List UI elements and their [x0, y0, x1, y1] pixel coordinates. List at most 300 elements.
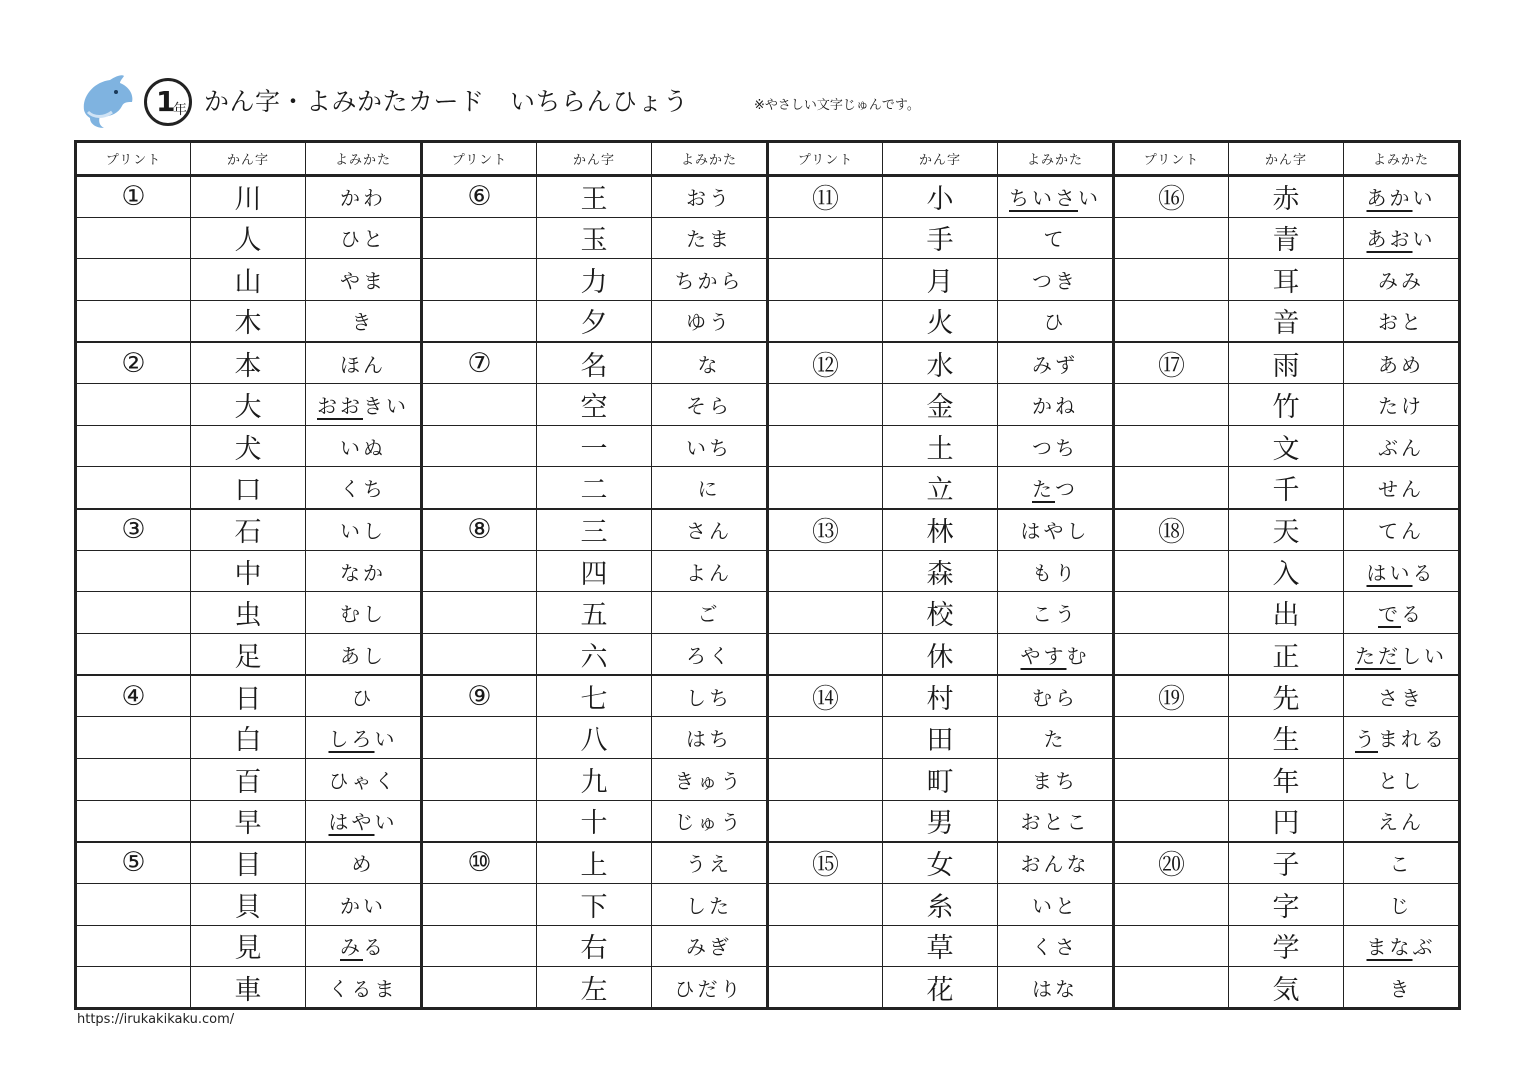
kanji-cell: 雨: [1229, 342, 1344, 384]
reading-cell: かい: [306, 883, 422, 925]
reading-cell: むら: [998, 675, 1114, 717]
kanji-cell: 竹: [1229, 384, 1344, 426]
table-row: [76, 467, 1460, 509]
reading-cell: [998, 467, 1114, 509]
kanji-cell: 四: [537, 550, 652, 592]
reading-cell: じゅう: [652, 800, 768, 842]
reading-cell: き: [1344, 967, 1460, 1009]
print-number: [768, 800, 883, 842]
kanji-cell: 土: [883, 425, 998, 467]
reading-cell: なか: [306, 550, 422, 592]
reading-cell: さん: [652, 509, 768, 551]
kanji-cell: 手: [883, 217, 998, 259]
reading-okurigana: い: [1412, 186, 1436, 211]
reading-cell: こ: [1344, 842, 1460, 884]
print-number: ⑰: [1114, 342, 1229, 384]
kanji-cell: 林: [883, 509, 998, 551]
print-number: [76, 883, 191, 925]
kanji-cell: 入: [1229, 550, 1344, 592]
print-number: [1114, 467, 1229, 509]
table-row: [76, 217, 1460, 259]
reading-cell: ほん: [306, 342, 422, 384]
kanji-cell: 王: [537, 176, 652, 218]
kanji-cell: 三: [537, 509, 652, 551]
table-row: [76, 800, 1460, 842]
print-number: [768, 967, 883, 1009]
print-number: ⑮: [768, 842, 883, 884]
reading-okurigana: る: [363, 935, 386, 960]
kanji-cell: 天: [1229, 509, 1344, 551]
table-row: [76, 842, 1460, 884]
reading-cell: [1344, 176, 1460, 218]
print-number: [768, 217, 883, 259]
print-number: [1114, 592, 1229, 634]
print-number: [422, 259, 537, 301]
reading-okurigana: い: [374, 810, 398, 835]
kanji-cell: 小: [883, 176, 998, 218]
print-number: [76, 758, 191, 800]
kanji-cell: 月: [883, 259, 998, 301]
reading-cell: な: [652, 342, 768, 384]
kanji-cell: 車: [191, 967, 306, 1009]
reading-stem: はい: [1366, 560, 1413, 585]
kanji-reading-table: [74, 140, 1461, 1010]
print-number: [1114, 634, 1229, 676]
kanji-cell: 左: [537, 967, 652, 1009]
table-row: [76, 925, 1460, 967]
header-kanji: かん字: [883, 142, 998, 176]
reading-cell: [306, 384, 422, 426]
reading-cell: [306, 925, 422, 967]
kanji-cell: 玉: [537, 217, 652, 259]
kanji-cell: 糸: [883, 883, 998, 925]
print-number: [422, 634, 537, 676]
kanji-cell: 本: [191, 342, 306, 384]
kanji-cell: 白: [191, 717, 306, 759]
reading-stem: た: [1032, 477, 1055, 502]
reading-cell: [998, 634, 1114, 676]
header-kanji: かん字: [1229, 142, 1344, 176]
reading-cell: おと: [1344, 300, 1460, 342]
kanji-cell: 早: [191, 800, 306, 842]
print-number: ①: [76, 176, 191, 218]
reading-cell: した: [652, 883, 768, 925]
reading-stem: あか: [1366, 186, 1413, 211]
kanji-cell: 花: [883, 967, 998, 1009]
header-reading: よみかた: [998, 142, 1114, 176]
kanji-cell: 空: [537, 384, 652, 426]
reading-stem: まな: [1366, 935, 1413, 960]
kanji-cell: 千: [1229, 467, 1344, 509]
reading-cell: みぎ: [652, 925, 768, 967]
header-reading: よみかた: [306, 142, 422, 176]
print-number: [76, 925, 191, 967]
print-number: ⑥: [422, 176, 537, 218]
reading-cell: とし: [1344, 758, 1460, 800]
table-row: [76, 425, 1460, 467]
print-number: [76, 467, 191, 509]
kanji-cell: 草: [883, 925, 998, 967]
kanji-cell: 水: [883, 342, 998, 384]
reading-cell: ひゃく: [306, 758, 422, 800]
reading-cell: [1344, 592, 1460, 634]
print-number: [76, 550, 191, 592]
kanji-cell: 町: [883, 758, 998, 800]
kanji-cell: 目: [191, 842, 306, 884]
reading-cell: に: [652, 467, 768, 509]
print-number: ⑱: [1114, 509, 1229, 551]
reading-cell: まち: [998, 758, 1114, 800]
reading-cell: きゅう: [652, 758, 768, 800]
print-number: [76, 592, 191, 634]
reading-cell: てん: [1344, 509, 1460, 551]
reading-cell: さき: [1344, 675, 1460, 717]
reading-cell: [1344, 717, 1460, 759]
reading-cell: いち: [652, 425, 768, 467]
reading-okurigana: る: [1412, 560, 1436, 585]
table-row: [76, 592, 1460, 634]
print-number: ⑳: [1114, 842, 1229, 884]
print-number: [76, 717, 191, 759]
print-number: [1114, 925, 1229, 967]
print-number: [768, 925, 883, 967]
print-number: [422, 384, 537, 426]
print-number: [768, 259, 883, 301]
reading-cell: はな: [998, 967, 1114, 1009]
reading-cell: くさ: [998, 925, 1114, 967]
reading-cell: [306, 717, 422, 759]
reading-okurigana: しい: [1401, 643, 1447, 668]
page-note: ※やさしい文字じゅんです。: [754, 98, 920, 113]
kanji-cell: 木: [191, 300, 306, 342]
reading-stem: やす: [1020, 643, 1067, 668]
kanji-cell: 貝: [191, 883, 306, 925]
print-number: ③: [76, 509, 191, 551]
table-row: [76, 758, 1460, 800]
reading-cell: おとこ: [998, 800, 1114, 842]
reading-cell: た: [998, 717, 1114, 759]
header-print: プリント: [1114, 142, 1229, 176]
reading-cell: て: [998, 217, 1114, 259]
print-number: [1114, 259, 1229, 301]
kanji-cell: 金: [883, 384, 998, 426]
reading-cell: ひ: [998, 300, 1114, 342]
reading-cell: よん: [652, 550, 768, 592]
reading-cell: うえ: [652, 842, 768, 884]
reading-okurigana: まれる: [1378, 727, 1447, 752]
kanji-cell: 足: [191, 634, 306, 676]
reading-cell: ゆう: [652, 300, 768, 342]
kanji-cell: 火: [883, 300, 998, 342]
print-number: [76, 634, 191, 676]
print-number: ②: [76, 342, 191, 384]
kanji-cell: 犬: [191, 425, 306, 467]
header-print: プリント: [422, 142, 537, 176]
reading-cell: はやし: [998, 509, 1114, 551]
kanji-cell: 下: [537, 883, 652, 925]
kanji-cell: 中: [191, 550, 306, 592]
reading-cell: つき: [998, 259, 1114, 301]
print-number: ⑧: [422, 509, 537, 551]
print-number: [1114, 967, 1229, 1009]
kanji-cell: 女: [883, 842, 998, 884]
kanji-cell: 虫: [191, 592, 306, 634]
kanji-cell: 石: [191, 509, 306, 551]
grade-number: 1: [156, 85, 176, 118]
kanji-cell: 日: [191, 675, 306, 717]
kanji-cell: 正: [1229, 634, 1344, 676]
kanji-cell: 名: [537, 342, 652, 384]
kanji-cell: 十: [537, 800, 652, 842]
page-title: かん字・よみかたカード いちらんひょう: [204, 87, 689, 116]
kanji-cell: 赤: [1229, 176, 1344, 218]
kanji-cell: 年: [1229, 758, 1344, 800]
reading-cell: くるま: [306, 967, 422, 1009]
kanji-cell: 力: [537, 259, 652, 301]
kanji-cell: 七: [537, 675, 652, 717]
kanji-cell: 夕: [537, 300, 652, 342]
reading-cell: [1344, 217, 1460, 259]
reading-okurigana: い: [1078, 186, 1101, 211]
reading-cell: かわ: [306, 176, 422, 218]
reading-okurigana: る: [1401, 602, 1424, 627]
header-print: プリント: [768, 142, 883, 176]
reading-cell: き: [306, 300, 422, 342]
print-number: [422, 758, 537, 800]
reading-cell: め: [306, 842, 422, 884]
reading-cell: ひだり: [652, 967, 768, 1009]
print-number: [422, 967, 537, 1009]
print-number: [422, 300, 537, 342]
print-number: ⑯: [1114, 176, 1229, 218]
kanji-cell: 先: [1229, 675, 1344, 717]
print-number: [768, 883, 883, 925]
reading-cell: たけ: [1344, 384, 1460, 426]
reading-stem: あお: [1366, 227, 1413, 252]
kanji-cell: 六: [537, 634, 652, 676]
grade-suffix: 年: [173, 102, 187, 118]
table-row: [76, 967, 1460, 1009]
reading-cell: えん: [1344, 800, 1460, 842]
print-number: [76, 967, 191, 1009]
reading-cell: いと: [998, 883, 1114, 925]
kanji-cell: 百: [191, 758, 306, 800]
header-kanji: かん字: [191, 142, 306, 176]
kanji-cell: 川: [191, 176, 306, 218]
table-row: [76, 675, 1460, 717]
reading-cell: そら: [652, 384, 768, 426]
kanji-cell: 校: [883, 592, 998, 634]
print-number: [422, 467, 537, 509]
reading-cell: ひ: [306, 675, 422, 717]
print-number: [76, 300, 191, 342]
reading-cell: じ: [1344, 883, 1460, 925]
print-number: [76, 800, 191, 842]
print-number: [1114, 550, 1229, 592]
print-number: [1114, 217, 1229, 259]
reading-stem: み: [340, 935, 363, 960]
print-number: [422, 800, 537, 842]
kanji-cell: 学: [1229, 925, 1344, 967]
kanji-cell: 青: [1229, 217, 1344, 259]
print-number: ⑨: [422, 675, 537, 717]
table-body: [76, 176, 1460, 1009]
reading-cell: あめ: [1344, 342, 1460, 384]
print-number: [768, 717, 883, 759]
reading-cell: やま: [306, 259, 422, 301]
print-number: [422, 717, 537, 759]
kanji-cell: 一: [537, 425, 652, 467]
table-row: [76, 883, 1460, 925]
table-row: [76, 634, 1460, 676]
kanji-cell: 村: [883, 675, 998, 717]
print-number: [768, 425, 883, 467]
print-number: [768, 467, 883, 509]
kanji-cell: 田: [883, 717, 998, 759]
reading-cell: むし: [306, 592, 422, 634]
kanji-cell: 右: [537, 925, 652, 967]
table-row: [76, 342, 1460, 384]
print-number: [1114, 717, 1229, 759]
kanji-cell: 気: [1229, 967, 1344, 1009]
print-number: [1114, 384, 1229, 426]
reading-cell: ご: [652, 592, 768, 634]
reading-stem: ただ: [1355, 643, 1401, 668]
reading-stem: ちいさ: [1009, 186, 1078, 211]
reading-cell: [1344, 634, 1460, 676]
table-header-row: [76, 142, 1460, 176]
table-row: [76, 550, 1460, 592]
print-number: [422, 592, 537, 634]
reading-cell: たま: [652, 217, 768, 259]
print-number: [76, 384, 191, 426]
print-number: [768, 550, 883, 592]
kanji-cell: 男: [883, 800, 998, 842]
print-number: ④: [76, 675, 191, 717]
reading-cell: せん: [1344, 467, 1460, 509]
reading-cell: ちから: [652, 259, 768, 301]
page-header: [78, 70, 1458, 134]
kanji-cell: 耳: [1229, 259, 1344, 301]
print-number: [76, 217, 191, 259]
reading-cell: おう: [652, 176, 768, 218]
header-reading: よみかた: [1344, 142, 1460, 176]
print-number: ⑲: [1114, 675, 1229, 717]
reading-cell: ろく: [652, 634, 768, 676]
reading-stem: しろ: [328, 727, 375, 752]
print-number: [1114, 425, 1229, 467]
print-number: ⑦: [422, 342, 537, 384]
table-row: [76, 176, 1460, 218]
reading-okurigana: い: [374, 727, 398, 752]
print-number: ⑭: [768, 675, 883, 717]
print-number: ⑩: [422, 842, 537, 884]
reading-okurigana: い: [1412, 227, 1436, 252]
print-number: [422, 217, 537, 259]
kanji-cell: 人: [191, 217, 306, 259]
print-number: [1114, 883, 1229, 925]
table-row: [76, 300, 1460, 342]
kanji-cell: 文: [1229, 425, 1344, 467]
reading-cell: こう: [998, 592, 1114, 634]
print-number: [1114, 300, 1229, 342]
kanji-cell: 大: [191, 384, 306, 426]
reading-okurigana: む: [1066, 643, 1090, 668]
kanji-cell: 山: [191, 259, 306, 301]
print-number: [768, 758, 883, 800]
reading-cell: ぶん: [1344, 425, 1460, 467]
grade-badge: [144, 78, 192, 126]
reading-cell: つち: [998, 425, 1114, 467]
reading-cell: もり: [998, 550, 1114, 592]
kanji-cell: 上: [537, 842, 652, 884]
kanji-cell: 八: [537, 717, 652, 759]
reading-cell: いぬ: [306, 425, 422, 467]
reading-cell: みみ: [1344, 259, 1460, 301]
reading-stem: おお: [317, 394, 363, 419]
reading-stem: はや: [328, 810, 375, 835]
reading-okurigana: ぶ: [1412, 935, 1436, 960]
kanji-cell: 子: [1229, 842, 1344, 884]
kanji-cell: 口: [191, 467, 306, 509]
kanji-cell: 円: [1229, 800, 1344, 842]
reading-stem: で: [1378, 602, 1401, 627]
kanji-cell: 休: [883, 634, 998, 676]
reading-cell: くち: [306, 467, 422, 509]
print-number: ⑪: [768, 176, 883, 218]
reading-cell: [1344, 925, 1460, 967]
print-number: ⑤: [76, 842, 191, 884]
print-number: [1114, 800, 1229, 842]
header-reading: よみかた: [652, 142, 768, 176]
kanji-cell: 二: [537, 467, 652, 509]
reading-cell: かね: [998, 384, 1114, 426]
reading-cell: [998, 176, 1114, 218]
reading-cell: おんな: [998, 842, 1114, 884]
print-number: [768, 592, 883, 634]
kanji-cell: 立: [883, 467, 998, 509]
print-number: ⑫: [768, 342, 883, 384]
dolphin-icon: [78, 72, 138, 130]
reading-cell: はち: [652, 717, 768, 759]
reading-cell: あし: [306, 634, 422, 676]
kanji-cell: 五: [537, 592, 652, 634]
print-number: [422, 550, 537, 592]
reading-okurigana: つ: [1055, 477, 1078, 502]
print-number: [76, 425, 191, 467]
print-number: [1114, 758, 1229, 800]
reading-cell: [1344, 550, 1460, 592]
reading-cell: ひと: [306, 217, 422, 259]
table-row: [76, 384, 1460, 426]
header-kanji: かん字: [537, 142, 652, 176]
footer-url: https://irukakikaku.com/: [77, 1012, 235, 1027]
table-row: [76, 717, 1460, 759]
kanji-cell: 見: [191, 925, 306, 967]
print-number: [422, 925, 537, 967]
kanji-cell: 森: [883, 550, 998, 592]
print-number: [768, 634, 883, 676]
table-row: [76, 509, 1460, 551]
reading-cell: [306, 800, 422, 842]
table-row: [76, 259, 1460, 301]
print-number: [422, 425, 537, 467]
kanji-cell: 出: [1229, 592, 1344, 634]
print-number: [768, 384, 883, 426]
reading-cell: いし: [306, 509, 422, 551]
print-number: [76, 259, 191, 301]
print-number: [422, 883, 537, 925]
